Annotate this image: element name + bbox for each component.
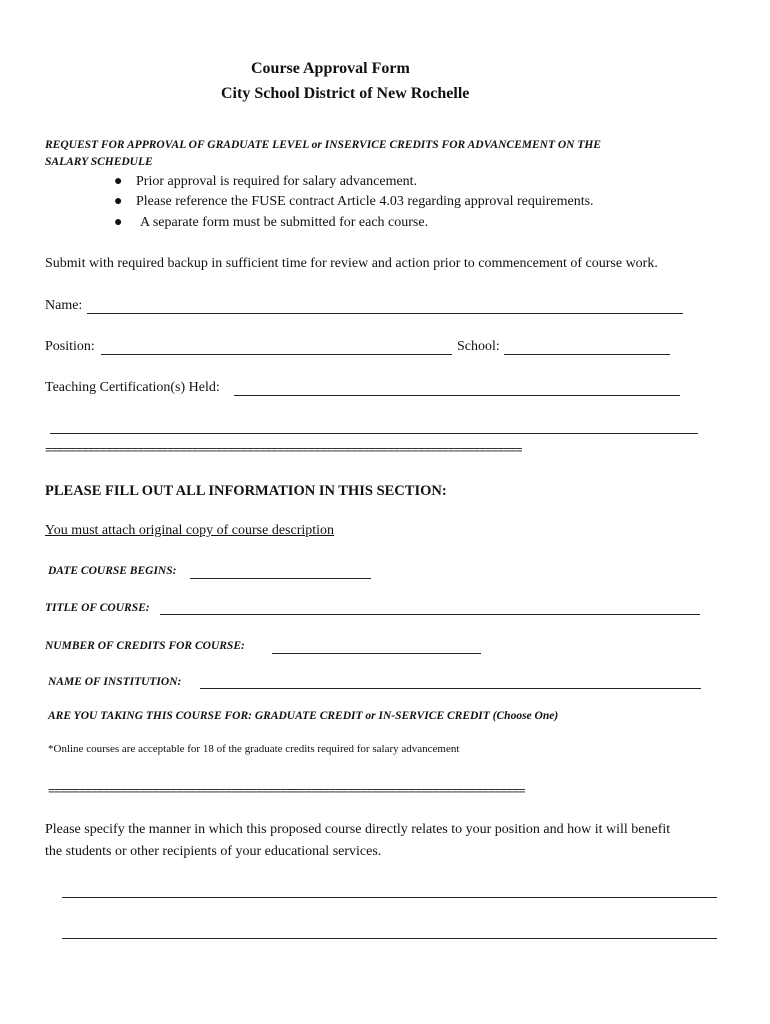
- position-field[interactable]: [101, 354, 452, 355]
- section-heading: PLEASE FILL OUT ALL INFORMATION IN THIS SECTION:: [45, 483, 447, 499]
- relates-prompt-line1: Please specify the manner in which this proposed course directly relates to your position and how it will benefit: [45, 822, 671, 837]
- separator-line: ==============================================================================: [45, 442, 522, 457]
- name-field[interactable]: [87, 313, 683, 314]
- relates-prompt-line2: the students or other recipients of your educational services.: [45, 844, 382, 859]
- title-of-course-label: TITLE OF COURSE:: [45, 602, 150, 614]
- position-label: Position:: [45, 339, 95, 354]
- institution-field[interactable]: [200, 688, 701, 689]
- bullet-item: Please reference the FUSE contract Article 4.03 regarding approval requirements.: [136, 194, 594, 209]
- bullet-item: Prior approval is required for salary advancement.: [136, 174, 418, 189]
- bullet-icon: ●: [114, 194, 123, 209]
- relates-answer-field[interactable]: [62, 897, 717, 898]
- separator-line: ==============================================================================: [48, 783, 525, 798]
- institution-label: NAME OF INSTITUTION:: [48, 676, 182, 688]
- name-label: Name:: [45, 298, 83, 313]
- school-label: School:: [457, 339, 500, 354]
- certification-label: Teaching Certification(s) Held:: [45, 380, 220, 395]
- certification-field[interactable]: [234, 395, 680, 396]
- district-name: City School District of New Rochelle: [221, 85, 470, 102]
- school-field[interactable]: [504, 354, 670, 355]
- request-heading-line2: SALARY SCHEDULE: [45, 156, 153, 168]
- certification-continuation-field[interactable]: [50, 433, 698, 434]
- online-courses-note: *Online courses are acceptable for 18 of the graduate credits required for salary advancement: [48, 743, 460, 755]
- credits-label: NUMBER OF CREDITS FOR COURSE:: [45, 640, 245, 652]
- submit-note: Submit with required backup in sufficient time for review and action prior to commencement of course work.: [45, 256, 658, 271]
- bullet-icon: ●: [114, 174, 123, 189]
- date-begins-label: DATE COURSE BEGINS:: [48, 565, 177, 577]
- title-of-course-field[interactable]: [160, 614, 700, 615]
- credit-type-question: ARE YOU TAKING THIS COURSE FOR: GRADUATE CREDIT or IN-SERVICE CREDIT (Choose One): [48, 710, 559, 722]
- date-begins-field[interactable]: [190, 578, 371, 579]
- credits-field[interactable]: [272, 653, 481, 654]
- attach-note: You must attach original copy of course description: [45, 523, 335, 538]
- request-heading-line1: REQUEST FOR APPROVAL OF GRADUATE LEVEL or INSERVICE CREDITS FOR ADVANCEMENT ON THE: [45, 139, 601, 151]
- relates-answer-field[interactable]: [62, 938, 717, 939]
- form-title: Course Approval Form: [251, 60, 410, 77]
- bullet-item: A separate form must be submitted for each course.: [140, 215, 429, 230]
- bullet-icon: ●: [114, 215, 123, 230]
